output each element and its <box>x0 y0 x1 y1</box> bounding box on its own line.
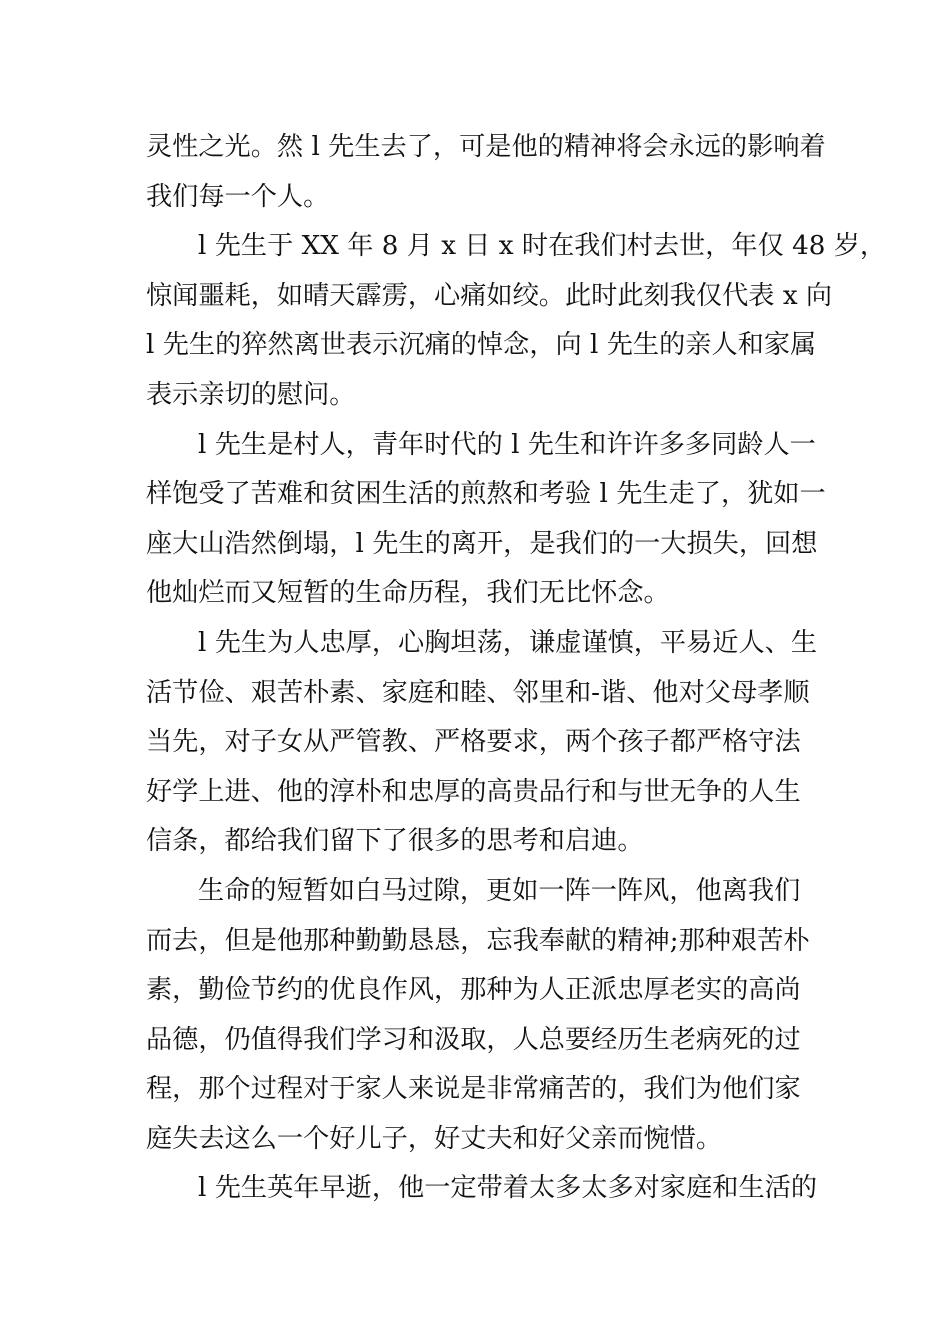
text-line: 我们每一个人。 <box>146 181 330 212</box>
text-line: 品德，仍值得我们学习和汲取，人总要经历生老病死的过 <box>146 1024 801 1055</box>
text-line: 活节俭、艰苦朴素、家庭和睦、邻里和-谐、他对父母孝顺 <box>146 677 810 708</box>
text-line: 生命的短暂如白马过隙，更如一阵一阵风，他离我们 <box>198 875 801 906</box>
text-line: 灵性之光。然 l 先生去了，可是他的精神将会永远的影响着 <box>146 132 826 162</box>
paragraph-5 <box>146 867 812 1165</box>
text-line: 样饱受了苦难和贫困生活的煎熬和考验 l 先生走了，犹如一 <box>146 479 826 510</box>
text-line: 好学上进、他的淳朴和忠厚的高贵品行和与世无争的人生 <box>146 776 801 807</box>
paragraph-4 <box>146 619 818 867</box>
text-line: l 先生的猝然离世表示沉痛的悼念，向 l 先生的亲人和家属 <box>146 330 817 361</box>
text-line: 当先，对子女从严管教、严格要求，两个孩子都严格守法 <box>146 727 801 758</box>
text-line: 表示亲切的慰问。 <box>146 379 356 410</box>
text-line: 他灿烂而又短暂的生命历程，我们无比怀念。 <box>146 578 670 609</box>
paragraph-2 <box>146 222 887 420</box>
text-line: l 先生是村人，青年时代的 l 先生和许许多多同龄人一 <box>198 429 816 460</box>
text-line: 程，那个过程对于家人来说是非常痛苦的，我们为他们家 <box>146 1074 801 1105</box>
text-line: 信条，都给我们留下了很多的思考和启迪。 <box>146 826 644 857</box>
paragraph-6 <box>146 1164 818 1214</box>
text-line: 而去，但是他那种勤勤恳恳，忘我奉献的精神;那种艰苦朴 <box>146 925 810 956</box>
text-line: 庭失去这么一个好儿子，好丈夫和好父亲而惋惜。 <box>146 1123 723 1154</box>
text-line: l 先生英年早逝，他一定带着太多太多对家庭和生活的 <box>198 1173 818 1204</box>
text-line: l 先生为人忠厚，心胸坦荡，谦虚谨慎，平易近人、生 <box>198 627 818 658</box>
text-line: l 先生于 XX 年 8 月 x 日 x 时在我们村去世，年仅 48 岁， <box>198 231 887 262</box>
text-line: 惊闻噩耗，如晴天霹雳，心痛如绞。此时此刻我仅代表 x 向 <box>146 280 833 311</box>
text-line: 座大山浩然倒塌，l 先生的离开，是我们的一大损失，回想 <box>146 528 818 559</box>
text-line: 素，勤俭节约的优良作风，那种为人正派忠厚老实的高尚 <box>146 975 801 1006</box>
document-body <box>146 123 887 1214</box>
paragraph-1 <box>146 123 826 222</box>
paragraph-3 <box>146 421 826 619</box>
